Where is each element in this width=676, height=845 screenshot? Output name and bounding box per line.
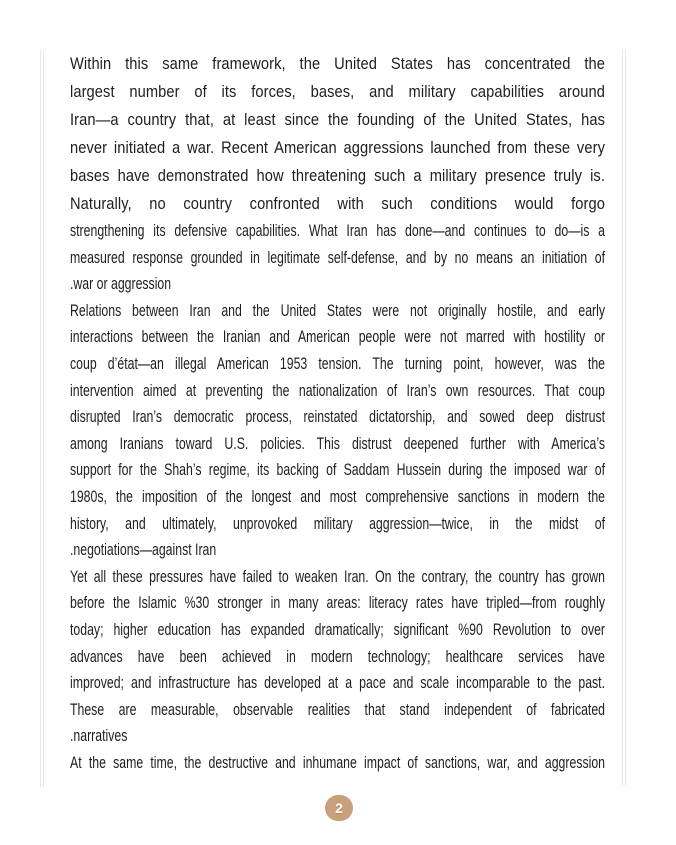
- text-line: Naturally, no country confronted with such conditions would forgo: [70, 194, 605, 213]
- text-line: largest number of its forces, bases, and military capabilities around: [70, 82, 605, 101]
- text-line: coup d’état—an illegal American 1953 tension. The turning point, however, was the: [70, 353, 606, 373]
- page-number-badge: 2: [325, 795, 353, 821]
- page-edge-left: [40, 50, 44, 787]
- text-line: advances have been achieved in modern technology; healthcare services have: [70, 646, 606, 666]
- text-line: never initiated a war. Recent American aggressions launched from these very: [70, 138, 605, 157]
- text-line: 1980s, the imposition of the longest and most comprehensive sanctions in modern the: [70, 486, 606, 506]
- paragraph: [70, 50, 605, 298]
- text-line: At the same time, the destructive and inhumane impact of sanctions, war, and aggression: [70, 752, 606, 772]
- text-line: before the Islamic %30 stronger in many areas: literacy rates have tripled—from roughly: [70, 593, 606, 613]
- text-line: Iran—a country that, at least since the founding of the United States, has: [70, 110, 605, 129]
- text-line: among Iranians toward U.S. policies. This distrust deepened further with America’s: [70, 433, 606, 453]
- text-line: history, and ultimately, unprovoked military aggression—twice, in the midst of: [70, 513, 606, 533]
- text-line: .narratives: [70, 726, 128, 746]
- paragraph: [70, 564, 605, 750]
- paragraph: [70, 298, 605, 564]
- text-line: support for the Shah’s regime, its backing of Saddam Hussein during the imposed war of: [70, 460, 606, 480]
- paragraph: [70, 750, 605, 777]
- text-line: .war or aggression: [70, 274, 172, 294]
- text-line: These are measurable, observable realities that stand independent of fabricated: [70, 699, 606, 719]
- text-line: disrupted Iran’s democratic process, reinstated dictatorship, and sowed deep distrust: [70, 407, 606, 427]
- text-line: strengthening its defensive capabilities. What Iran has done—and continues to do—is a: [70, 221, 606, 240]
- text-line: measured response grounded in legitimate self-defense, and by no means an initiation of: [70, 247, 606, 267]
- text-line: .negotiations—against Iran: [70, 540, 217, 560]
- text-line: today; higher education has expanded dramatically; significant %90 Revolution to over: [70, 619, 606, 639]
- text-line: intervention aimed at preventing the nationalization of Iran’s own resources. That coup: [70, 380, 606, 400]
- text-line: bases have demonstrated how threatening such a military presence truly is.: [70, 166, 605, 185]
- page-edge-right: [622, 50, 626, 787]
- text-line: Yet all these pressures have failed to weaken Iran. On the contrary, the country has grown: [70, 566, 606, 586]
- text-line: Within this same framework, the United States has concentrated the: [70, 54, 605, 73]
- text-line: Relations between Iran and the United States were not originally hostile, and early: [70, 300, 606, 320]
- document-body: [70, 50, 605, 776]
- text-line: improved; and infrastructure has developed at a pace and scale incomparable to the past.: [70, 673, 606, 693]
- text-line: interactions between the Iranian and American people were not marred with hostility or: [70, 327, 606, 347]
